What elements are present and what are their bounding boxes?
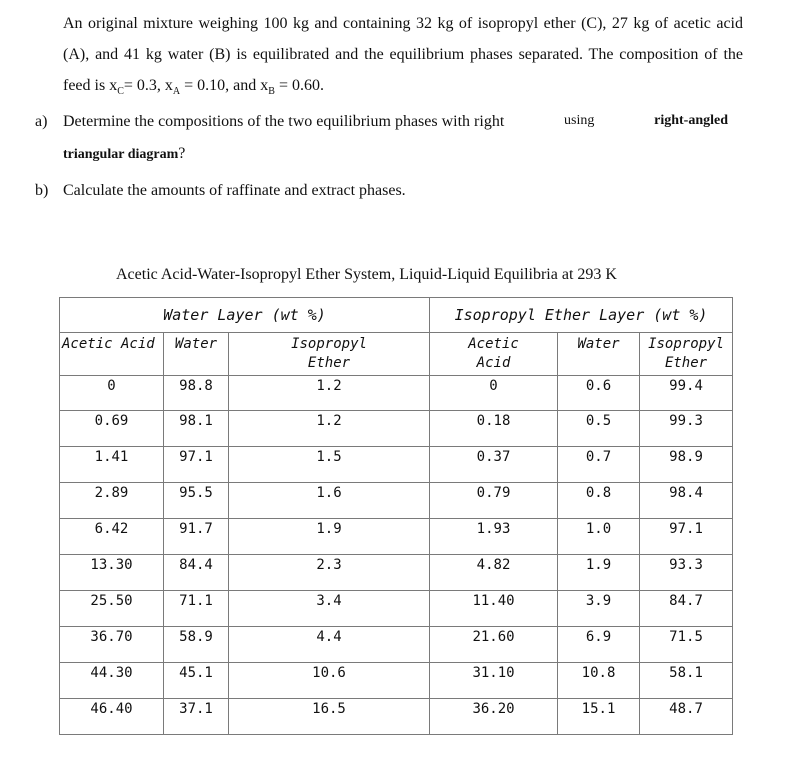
table-cell: 3.4 [229, 591, 430, 627]
question-a-text: Determine the compositions of the two equilibrium phases with right [63, 113, 505, 130]
table-caption: Acetic Acid-Water-Isopropyl Ether System, Liquid-Liquid Equilibria at 293 K [116, 266, 617, 283]
table-cell: 1.0 [558, 519, 640, 555]
table-cell: 71.1 [164, 591, 229, 627]
equilibrium-table [59, 297, 733, 735]
table-cell: 93.3 [640, 555, 733, 591]
table-cell: 1.2 [229, 376, 430, 411]
table-row [60, 411, 733, 447]
table-cell: 0.6 [558, 376, 640, 411]
table-row [60, 555, 733, 591]
table-cell: 13.30 [60, 555, 164, 591]
table-cell: 98.4 [640, 483, 733, 519]
intro-text-3: = 0.10, and x [180, 77, 269, 94]
table-cell: 16.5 [229, 699, 430, 735]
problem-statement [63, 8, 743, 107]
question-b-label: b) [35, 182, 49, 199]
table-cell: 98.9 [640, 447, 733, 483]
table-cell: 98.1 [164, 411, 229, 447]
table-cell: 45.1 [164, 663, 229, 699]
table-cell: 99.3 [640, 411, 733, 447]
table-cell: 1.2 [229, 411, 430, 447]
column-header-line1: Water [577, 336, 620, 352]
table-cell: 15.1 [558, 699, 640, 735]
table-cell: 4.82 [430, 555, 558, 591]
column-header-line2: Acid [476, 355, 511, 371]
table-cell: 91.7 [164, 519, 229, 555]
column-header [60, 333, 164, 376]
question-a-using: using [564, 113, 595, 128]
table-cell: 99.4 [640, 376, 733, 411]
table-row [60, 519, 733, 555]
column-header [229, 333, 430, 376]
table-cell: 11.40 [430, 591, 558, 627]
table-cell: 6.9 [558, 627, 640, 663]
table-cell: 31.10 [430, 663, 558, 699]
table-cell: 0.69 [60, 411, 164, 447]
table-cell: 2.3 [229, 555, 430, 591]
table-cell: 44.30 [60, 663, 164, 699]
question-a-label: a) [35, 113, 48, 130]
question-a-end: ? [178, 145, 186, 162]
table-cell: 58.1 [640, 663, 733, 699]
column-header [558, 333, 640, 376]
subscript-b: B [268, 86, 275, 98]
table-cell: 10.8 [558, 663, 640, 699]
group-header-ether-layer: Isopropyl Ether Layer (wt %) [430, 298, 733, 333]
table-cell: 0 [60, 376, 164, 411]
table-cell: 25.50 [60, 591, 164, 627]
column-header-line1: Acetic Acid [62, 336, 155, 352]
intro-text-2: = 0.3, x [123, 77, 173, 94]
table-cell: 37.1 [164, 699, 229, 735]
subscript-c: C [117, 86, 124, 98]
table-cell: 0.8 [558, 483, 640, 519]
question-a-line-1 [63, 113, 728, 131]
table-row [60, 699, 733, 735]
question-a-line-2 [63, 145, 185, 163]
table-cell: 3.9 [558, 591, 640, 627]
subscript-a: A [172, 86, 181, 98]
table-cell: 10.6 [229, 663, 430, 699]
column-header-line2: Ether [307, 355, 351, 371]
table-cell: 46.40 [60, 699, 164, 735]
column-header-line1: Water [174, 336, 218, 352]
question-b-text: Calculate the amounts of raffinate and extract phases. [63, 182, 406, 199]
table-row [60, 447, 733, 483]
table-cell: 97.1 [164, 447, 229, 483]
table-row [60, 483, 733, 519]
table-row [60, 591, 733, 627]
table-cell: 58.9 [164, 627, 229, 663]
table-cell: 0.79 [430, 483, 558, 519]
column-header [164, 333, 229, 376]
table-cell: 0.37 [430, 447, 558, 483]
table-cell: 0 [430, 376, 558, 411]
table-cell: 1.9 [229, 519, 430, 555]
table-cell: 36.70 [60, 627, 164, 663]
column-header-line1: Isopropyl [291, 336, 367, 352]
table-cell: 36.20 [430, 699, 558, 735]
table-cell: 2.89 [60, 483, 164, 519]
table-cell: 0.7 [558, 447, 640, 483]
column-header [640, 333, 733, 376]
table-cell: 71.5 [640, 627, 733, 663]
table-row [60, 663, 733, 699]
table-row [60, 627, 733, 663]
column-header [430, 333, 558, 376]
column-header-line2: Ether [664, 355, 708, 371]
intro-text: An original mixture weighing 100 kg and containing 32 kg of isopropyl ether (C), 27 kg of acetic acid (A), and 41 kg water (B) is equilibrated and the equilibrium phases separated. The composition of the feed is x [63, 15, 743, 94]
question-a-bold-2: triangular diagram [63, 147, 179, 162]
table-body [60, 376, 733, 735]
table-cell: 84.7 [640, 591, 733, 627]
column-header-line1: Acetic [468, 336, 519, 352]
group-header-water-layer: Water Layer (wt %) [60, 298, 430, 333]
table-cell: 21.60 [430, 627, 558, 663]
table-cell: 84.4 [164, 555, 229, 591]
table-cell: 1.5 [229, 447, 430, 483]
table-cell: 6.42 [60, 519, 164, 555]
table-cell: 98.8 [164, 376, 229, 411]
table-cell: 1.6 [229, 483, 430, 519]
table-cell: 48.7 [640, 699, 733, 735]
table-cell: 1.9 [558, 555, 640, 591]
table-cell: 4.4 [229, 627, 430, 663]
table-row [60, 376, 733, 411]
table-cell: 95.5 [164, 483, 229, 519]
table-cell: 97.1 [640, 519, 733, 555]
question-a-bold-1: right-angled [654, 113, 728, 128]
table-cell: 1.41 [60, 447, 164, 483]
table-cell: 0.18 [430, 411, 558, 447]
intro-text-4: = 0.60. [274, 77, 324, 94]
table-cell: 0.5 [558, 411, 640, 447]
column-header-line1: Isopropyl [648, 336, 724, 352]
table-cell: 1.93 [430, 519, 558, 555]
